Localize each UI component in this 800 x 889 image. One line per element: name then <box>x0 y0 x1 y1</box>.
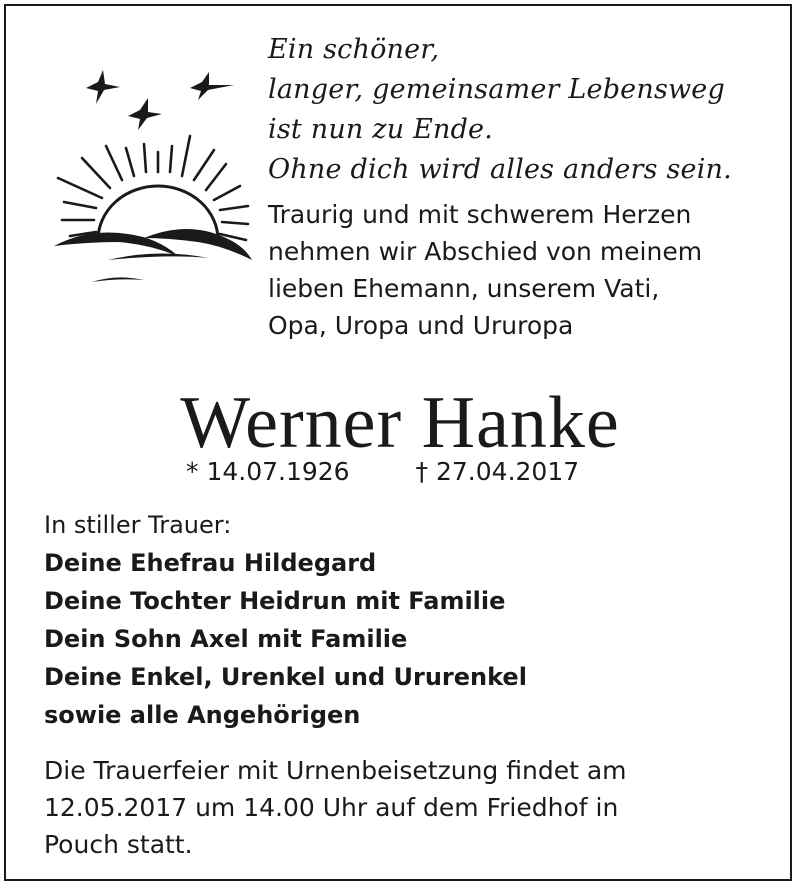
deceased-name: Werner Hanke <box>180 382 620 464</box>
mourner-entry: Deine Tochter Heidrun mit Familie <box>44 587 506 615</box>
mourner-entry: Deine Ehefrau Hildegard <box>44 549 377 577</box>
intro-line: Traurig und mit schwerem Herzen <box>268 200 692 229</box>
poem-line: Ein schöner, <box>268 34 440 65</box>
poem-verse <box>268 30 778 190</box>
service-line: 12.05.2017 um 14.00 Uhr auf dem Friedhof in <box>44 793 619 822</box>
death-date: † 27.04.2017 <box>415 457 580 486</box>
intro-line: nehmen wir Abschied von meinem <box>268 237 703 266</box>
mourner-entry: Dein Sohn Axel mit Familie <box>44 625 408 653</box>
service-line: Pouch statt. <box>44 830 193 859</box>
intro-text <box>268 196 778 344</box>
intro-line: lieben Ehemann, unserem Vati, <box>268 274 660 303</box>
life-dates <box>186 454 579 490</box>
mourner-entry: Deine Enkel, Urenkel und Ururenkel <box>44 663 527 691</box>
poem-line: Ohne dich wird alles anders sein. <box>268 154 732 185</box>
poem-line: ist nun zu Ende. <box>268 114 494 145</box>
mourners-heading: In stiller Trauer: <box>44 511 232 539</box>
sunset-with-birds-icon <box>48 60 258 300</box>
mourners-list <box>44 506 784 734</box>
birth-date: * 14.07.1926 <box>186 457 350 486</box>
mourner-entry: sowie alle Angehörigen <box>44 701 361 729</box>
poem-line: langer, gemeinsamer Lebensweg <box>268 74 725 105</box>
intro-line: Opa, Uropa und Ururopa <box>268 311 574 340</box>
service-line: Die Trauerfeier mit Urnenbeisetzung findet am <box>44 756 627 785</box>
service-details <box>44 752 784 863</box>
